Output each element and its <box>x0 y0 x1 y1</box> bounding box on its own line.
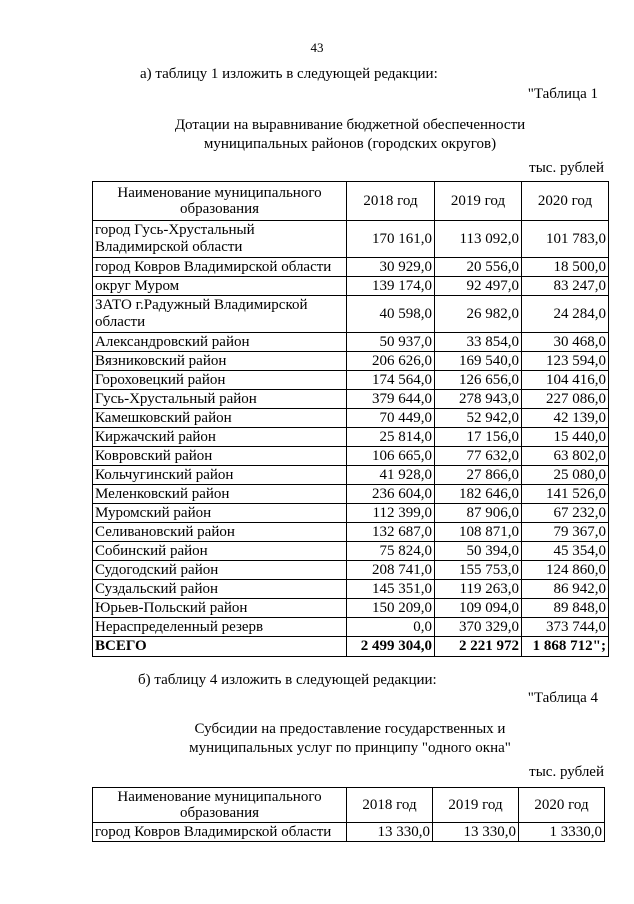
table1-total-row <box>93 637 609 657</box>
municipality-name: Ковровский район <box>93 447 347 466</box>
table4-subsidies <box>92 787 605 842</box>
value-2020: 24 284,0 <box>522 296 609 333</box>
municipality-name: Собинский район <box>93 542 347 561</box>
table1-subsidies <box>92 181 609 657</box>
value-2020: 124 860,0 <box>522 561 609 580</box>
table-row <box>93 258 609 277</box>
table-row <box>93 485 609 504</box>
table-row <box>93 447 609 466</box>
table1-header-2018: 2018 год <box>347 182 435 221</box>
value-2018: 150 209,0 <box>347 599 435 618</box>
value-2018: 170 161,0 <box>347 221 435 258</box>
table4-header-2019: 2019 год <box>433 788 519 823</box>
table-row <box>93 428 609 447</box>
value-2018: 0,0 <box>347 618 435 637</box>
table1-header-name: Наименование муниципального образования <box>93 182 347 221</box>
table1-total-2020: 1 868 712"; <box>522 637 609 657</box>
table1-units: тыс. рублей <box>529 160 604 176</box>
value-2020: 18 500,0 <box>522 258 609 277</box>
value-2019: 92 497,0 <box>435 277 522 296</box>
amendment-a-text: а) таблицу 1 изложить в следующей редакции: <box>140 66 438 82</box>
table-row <box>93 466 609 485</box>
table-row <box>93 390 609 409</box>
table1-title-line2: муниципальных районов (городских округов) <box>203 136 497 152</box>
table4-header-name: Наименование муниципального образования <box>93 788 347 823</box>
table-row <box>93 333 609 352</box>
municipality-name: ЗАТО г.Радужный Владимирской области <box>93 296 347 333</box>
municipality-name: Меленковский район <box>93 485 347 504</box>
municipality-name: Гороховецкий район <box>93 371 347 390</box>
table-row <box>93 823 605 842</box>
value-2020: 373 744,0 <box>522 618 609 637</box>
table1-total-2018: 2 499 304,0 <box>347 637 435 657</box>
value-2018: 236 604,0 <box>347 485 435 504</box>
municipality-name: Александровский район <box>93 333 347 352</box>
value-2018: 106 665,0 <box>347 447 435 466</box>
value-2018: 208 741,0 <box>347 561 435 580</box>
value-2019: 20 556,0 <box>435 258 522 277</box>
value-2019: 119 263,0 <box>435 580 522 599</box>
municipality-name: Кольчугинский район <box>93 466 347 485</box>
value-2019: 155 753,0 <box>435 561 522 580</box>
table1-header-2019: 2019 год <box>435 182 522 221</box>
table1-title <box>90 116 610 154</box>
value-2019: 17 156,0 <box>435 428 522 447</box>
table4-tag: "Таблица 4 <box>527 690 598 706</box>
municipality-name: Нераспределенный резерв <box>93 618 347 637</box>
value-2019: 113 092,0 <box>435 221 522 258</box>
value-2018: 139 174,0 <box>347 277 435 296</box>
value-2019: 50 394,0 <box>435 542 522 561</box>
value-2020: 79 367,0 <box>522 523 609 542</box>
value-2020: 30 468,0 <box>522 333 609 352</box>
value-2020: 89 848,0 <box>522 599 609 618</box>
value-2020: 1 3330,0 <box>519 823 605 842</box>
table1-total-label: ВСЕГО <box>93 637 347 657</box>
table1-total-2019: 2 221 972 <box>435 637 522 657</box>
table1-header-2020: 2020 год <box>522 182 609 221</box>
table-row <box>93 504 609 523</box>
value-2019: 109 094,0 <box>435 599 522 618</box>
table4-header-2018: 2018 год <box>347 788 433 823</box>
amendment-b-text: б) таблицу 4 изложить в следующей редакции: <box>138 672 437 688</box>
value-2019: 87 906,0 <box>435 504 522 523</box>
table-row <box>93 523 609 542</box>
value-2019: 27 866,0 <box>435 466 522 485</box>
value-2019: 169 540,0 <box>435 352 522 371</box>
table1-title-line1: Дотации на выравнивание бюджетной обеспеченности <box>174 117 526 133</box>
value-2019: 26 982,0 <box>435 296 522 333</box>
municipality-name: Юрьев-Польский район <box>93 599 347 618</box>
value-2020: 15 440,0 <box>522 428 609 447</box>
value-2020: 101 783,0 <box>522 221 609 258</box>
value-2018: 132 687,0 <box>347 523 435 542</box>
table-row <box>93 277 609 296</box>
page-number: 43 <box>310 40 324 55</box>
table4-units: тыс. рублей <box>529 764 604 780</box>
table4-title-line1: Субсидии на предоставление государственных и <box>194 721 506 737</box>
value-2018: 379 644,0 <box>347 390 435 409</box>
value-2020: 63 802,0 <box>522 447 609 466</box>
value-2020: 83 247,0 <box>522 277 609 296</box>
value-2020: 25 080,0 <box>522 466 609 485</box>
table4-title <box>90 720 610 758</box>
value-2018: 40 598,0 <box>347 296 435 333</box>
value-2019: 126 656,0 <box>435 371 522 390</box>
value-2019: 13 330,0 <box>433 823 519 842</box>
table-row <box>93 580 609 599</box>
table4-header-row <box>93 788 605 823</box>
municipality-name: город Гусь-Хрустальный Владимирской области <box>93 221 347 258</box>
value-2020: 42 139,0 <box>522 409 609 428</box>
value-2020: 86 942,0 <box>522 580 609 599</box>
value-2018: 75 824,0 <box>347 542 435 561</box>
municipality-name: Судогодский район <box>93 561 347 580</box>
value-2018: 112 399,0 <box>347 504 435 523</box>
municipality-name: Киржачский район <box>93 428 347 447</box>
municipality-name: Муромский район <box>93 504 347 523</box>
value-2018: 174 564,0 <box>347 371 435 390</box>
table-row <box>93 371 609 390</box>
table4-title-line2: муниципальных услуг по принципу "одного окна" <box>189 740 511 756</box>
value-2018: 206 626,0 <box>347 352 435 371</box>
table-row <box>93 352 609 371</box>
value-2019: 370 329,0 <box>435 618 522 637</box>
municipality-name: Суздальский район <box>93 580 347 599</box>
value-2019: 182 646,0 <box>435 485 522 504</box>
table-row <box>93 561 609 580</box>
municipality-name: Вязниковский район <box>93 352 347 371</box>
value-2018: 41 928,0 <box>347 466 435 485</box>
table-row <box>93 409 609 428</box>
value-2020: 123 594,0 <box>522 352 609 371</box>
value-2019: 33 854,0 <box>435 333 522 352</box>
value-2018: 13 330,0 <box>347 823 433 842</box>
table-row <box>93 221 609 258</box>
municipality-name: город Ковров Владимирской области <box>93 258 347 277</box>
municipality-name: Селивановский район <box>93 523 347 542</box>
municipality-name: Гусь-Хрустальный район <box>93 390 347 409</box>
table-row <box>93 618 609 637</box>
value-2018: 30 929,0 <box>347 258 435 277</box>
table-row <box>93 296 609 333</box>
municipality-name: город Ковров Владимирской области <box>93 823 347 842</box>
value-2020: 227 086,0 <box>522 390 609 409</box>
value-2020: 67 232,0 <box>522 504 609 523</box>
value-2019: 278 943,0 <box>435 390 522 409</box>
value-2019: 77 632,0 <box>435 447 522 466</box>
value-2019: 52 942,0 <box>435 409 522 428</box>
table4-header-2020: 2020 год <box>519 788 605 823</box>
value-2018: 145 351,0 <box>347 580 435 599</box>
table1-tag: "Таблица 1 <box>527 86 598 102</box>
municipality-name: Камешковский район <box>93 409 347 428</box>
value-2019: 108 871,0 <box>435 523 522 542</box>
value-2018: 70 449,0 <box>347 409 435 428</box>
municipality-name: округ Муром <box>93 277 347 296</box>
value-2020: 104 416,0 <box>522 371 609 390</box>
value-2018: 50 937,0 <box>347 333 435 352</box>
table1-header-row <box>93 182 609 221</box>
table-row <box>93 599 609 618</box>
value-2018: 25 814,0 <box>347 428 435 447</box>
value-2020: 141 526,0 <box>522 485 609 504</box>
value-2020: 45 354,0 <box>522 542 609 561</box>
table-row <box>93 542 609 561</box>
